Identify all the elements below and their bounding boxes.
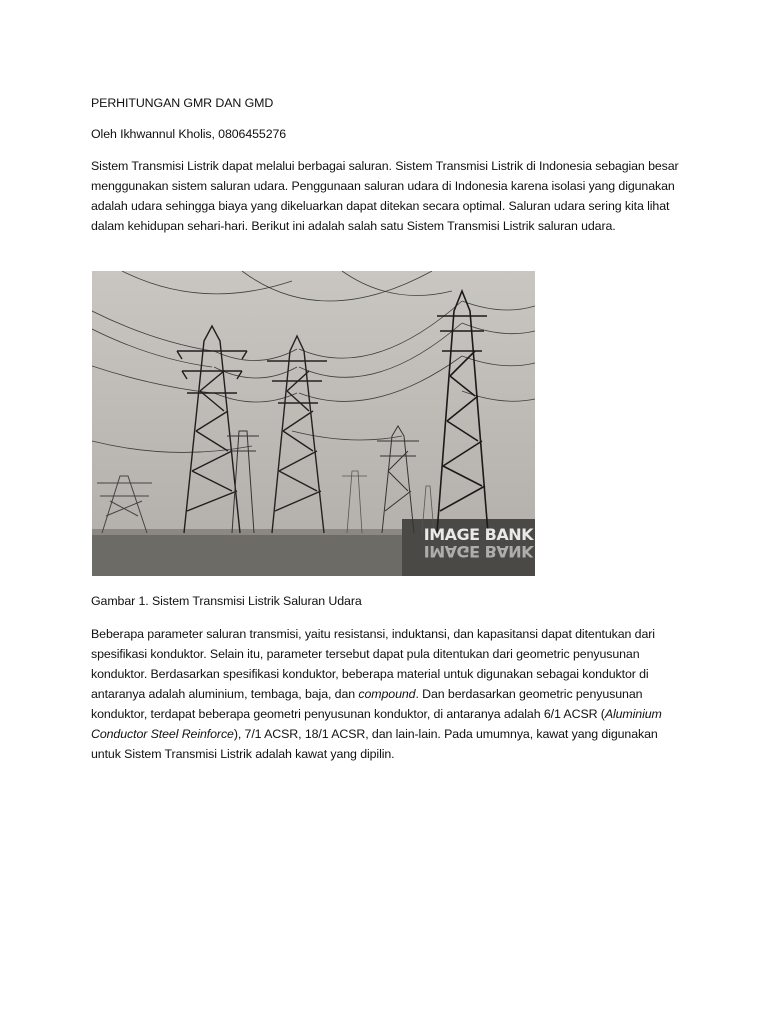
para2-part2: . Dan berdasarkan geometric penyusunan konduktor, terdapat beberapa geometri penyusunan konduktor, di antaranya adalah 6/1 ACSR (	[91, 687, 643, 721]
figure-caption-text: Gambar 1. Sistem Transmisi Listrik Saluran Udara	[91, 594, 362, 608]
para2-part1: Beberapa parameter saluran transmisi, yaitu resistansi, induktansi, dan kapasitansi dapat ditentukan dari spesifikasi konduktor. Selain itu, parameter tersebut dapat pula ditentukan dari geometric penyusunan konduktor. Berdasarkan spesifikasi konduktor, beberapa material untuk digunakan sebagai konduktor di antaranya adalah aluminium, tembaga, baja, dan	[91, 627, 655, 701]
paragraph-intro-text: Sistem Transmisi Listrik dapat melalui berbagai saluran. Sistem Transmisi Listrik di Indonesia sebagian besar menggunakan sistem saluran udara. Penggunaan saluran udara di Indonesia karena isolasi yang digunakan adalah udara sehingga biaya yang dikeluarkan dapat ditekan secara optimal. Saluran udara sering kita lihat dalam kehidupan sehari-hari. Berikut ini adalah salah satu Sistem Transmisi Listrik saluran udara.	[91, 159, 679, 233]
paragraph-parameters	[91, 624, 681, 764]
para2-italic-compound: compound	[358, 687, 416, 701]
image-watermark: IMAGE BANK	[423, 525, 533, 544]
author-text: Oleh Ikhwannul Kholis, 0806455276	[91, 127, 287, 141]
figure-caption	[91, 591, 681, 611]
para2-italic-acsr: Aluminium Conductor Steel Reinforce	[91, 707, 662, 741]
paragraph-parameters-text	[91, 624, 681, 764]
document-title	[91, 93, 681, 113]
image-watermark-reflection: IMAGE BANK	[423, 542, 533, 561]
para2-part3: ), 7/1 ACSR, 18/1 ACSR, dan lain-lain. Pada umumnya, kawat yang digunakan untuk Sistem Transmisi Listrik adalah kawat yang dipilin.	[91, 727, 658, 761]
author-line	[91, 124, 681, 144]
paragraph-intro	[91, 156, 681, 236]
title-text: PERHITUNGAN GMR DAN GMD	[91, 96, 274, 110]
transmission-towers-photo	[92, 271, 535, 576]
